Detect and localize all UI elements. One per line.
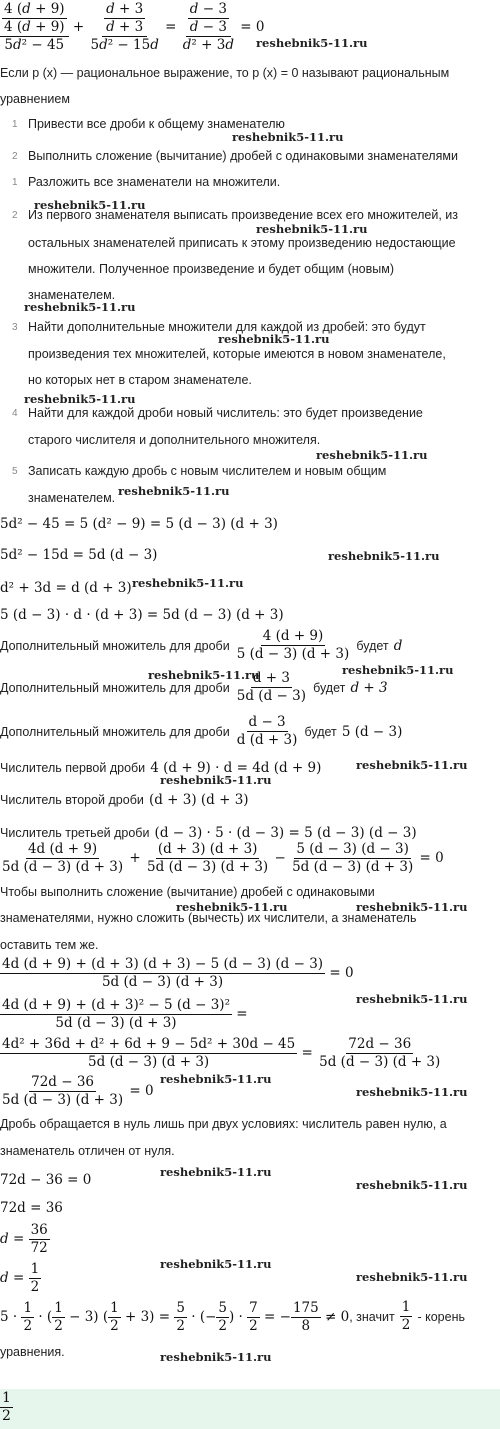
zero-rule-line1: Дробь обращается в нуль лишь при двух условиях: числитель равен нулю, а — [0, 1117, 447, 1131]
rule-line3: оставить тем же. — [0, 938, 99, 952]
step-text: Разложить все знаменатели на множители. — [28, 175, 281, 189]
watermark: reshebnik5-11.ru — [24, 392, 136, 406]
answer-box — [0, 1389, 500, 1429]
watermark: reshebnik5-11.ru — [256, 36, 368, 50]
factor-line: 5d² − 15d = 5d (d − 3) — [0, 547, 158, 563]
watermark: reshebnik5-11.ru — [148, 668, 260, 682]
watermark: reshebnik5-11.ru — [160, 1165, 272, 1179]
step-text: знаменателем. — [28, 491, 116, 505]
watermark: reshebnik5-11.ru — [160, 1350, 272, 1364]
step-text: Найти для каждой дроби новый числитель: это будет произведение — [28, 406, 423, 420]
numerator-line: Числитель третьей дроби (d − 3) · 5 · (d − 3) = 5 (d − 3) (d − 3) — [0, 825, 417, 841]
numerator-line: Числитель первой дроби 4 (d + 9) · d = 4d (d + 9) — [0, 760, 322, 776]
check-line2: уравнения. — [0, 1345, 65, 1359]
watermark: reshebnik5-11.ru — [176, 900, 288, 914]
common-denominator-equation: $\frac{4d (d + 9)}{5d (d - 3) (d + 3)}$ + $\frac{(d + 3) (d + 3)}{5d (d - 3) (d + 3)}$ − $\frac{5 (d - 3) (d - 3)}{5d (d - 3) (d + 3)}$ = 0 — [2, 841, 444, 875]
step-text: множители. Полученное произведение и будет общим (новым) — [28, 262, 395, 276]
step-number: 1 — [12, 119, 18, 130]
step-number: 1 — [12, 177, 18, 188]
watermark: reshebnik5-11.ru — [342, 663, 454, 677]
step-text: Записать каждую дробь с новым числителем и новым общим — [28, 464, 387, 478]
watermark: reshebnik5-11.ru — [356, 1178, 468, 1192]
step-number: 3 — [12, 322, 18, 333]
extra-factor-row: Дополнительный множитель для дроби $\frac{d - 3}{d (d + 3)}$ будет 5 (d − 3) — [0, 714, 403, 748]
fraction: $\frac{\frac{4 (d + 9)}{4 (d + 9)}}{\text{5d² − 45}}$ — [0, 2, 69, 53]
watermark: reshebnik5-11.ru — [356, 1085, 468, 1099]
watermark: reshebnik5-11.ru — [24, 300, 136, 314]
watermark: reshebnik5-11.ru — [356, 992, 468, 1006]
original-equation: $\frac{\frac{4 (d + 9)}{4 (d + 9)}}{\text{5d² − 45}}$ + $\frac{\frac{d + 3}{d + 3}}{\text{5d² − 15d}}$ = $\frac{\frac{d - 3}{d - 3}}{\text{d² + 3d}}$ = 0 — [0, 2, 264, 53]
watermark: reshebnik5-11.ru — [132, 576, 244, 590]
numerator-line: Числитель второй дроби (d + 3) (d + 3) — [0, 792, 249, 808]
factor-line: 5d² − 45 = 5 (d² − 9) = 5 (d − 3) (d + 3) — [0, 516, 278, 532]
watermark: reshebnik5-11.ru — [160, 773, 272, 787]
fraction: $\frac{4 (d + 9)}{5 (d - 3) (d + 3)}$ — [236, 628, 350, 662]
extra-factor-row: Дополнительный множитель для дроби $\frac{4 (d + 9)}{5 (d - 3) (d + 3)}$ будет d — [0, 628, 403, 662]
step-text: произведения тех множителей, которые имеются в новом знаменателе, — [28, 347, 446, 361]
step-text: знаменателем. — [28, 288, 116, 302]
answer-fraction: 1 2 — [2, 1390, 11, 1424]
step-number: 4 — [12, 408, 18, 419]
zero-rule-line2: знаменатель отличен от нуля. — [0, 1144, 175, 1158]
solve-line: 72d − 36 = 0 — [0, 1172, 92, 1188]
definition-line2: уравнением — [0, 92, 70, 106]
combined-step: $\frac{\text{4d² + 36d + d² + 6d + 9 − 5d² + 30d − 45}}{5d (d - 3) (d + 3)}$ = $\frac{72d - 36}{5d (d - 3) (d + 3)}$ — [2, 1036, 441, 1070]
step-number: 2 — [12, 210, 18, 221]
fraction: $\frac{d - 3}{d (d + 3)}$ — [236, 714, 298, 748]
watermark: reshebnik5-11.ru — [34, 198, 146, 212]
rule-line2: знаменателями, нужно сложить (вычесть) их числители, а знаменатель — [0, 911, 417, 925]
step-number: 2 — [12, 151, 18, 162]
solve-line: d = $\frac{1}{2}$ — [0, 1261, 40, 1295]
step-text: Выполнить сложение (вычитание) дробей с одинаковыми знаменателями — [28, 149, 458, 163]
step-text: Найти дополнительные множители для каждой из дробей: это будут — [28, 320, 426, 334]
combined-step: $\frac{\text{4d (d + 9) + (d + 3)² − 5 (d − 3)²}}{5d (d - 3) (d + 3)}$ = — [2, 997, 248, 1031]
watermark: reshebnik5-11.ru — [316, 448, 428, 462]
watermark: reshebnik5-11.ru — [356, 758, 468, 772]
watermark: reshebnik5-11.ru — [160, 1257, 272, 1271]
watermark: reshebnik5-11.ru — [232, 130, 344, 144]
step-number: 5 — [12, 466, 18, 477]
factor-line: d² + 3d = d (d + 3) — [0, 580, 132, 596]
watermark: reshebnik5-11.ru — [160, 1072, 272, 1086]
watermark: reshebnik5-11.ru — [256, 222, 368, 236]
step-text: Из первого знаменателя выписать произведение всех его множителей, из — [28, 208, 458, 222]
watermark: reshebnik5-11.ru — [356, 1270, 468, 1284]
check-line: 5 · $\frac{1}{2}$ · ( $\frac{1}{2}$ − 3) ( $\frac{1}{2}$ + 3) = $\frac{5}{2}$ · (− $\frac{5}{2}$ ) · $\frac{7}{2}$ = − $\frac{175}{8}$ ≠ 0, значит $\frac{1}{2}$ - корень — [0, 1299, 466, 1334]
combined-step: $\frac{4d (d + 9) + (d + 3) (d + 3) - 5 (d - 3) (d - 3)}{5d (d - 3) (d + 3)}$ = 0 — [2, 956, 354, 990]
step-text: остальных знаменателей приписать к этому произведению недостающие — [28, 236, 456, 250]
watermark: reshebnik5-11.ru — [328, 549, 440, 563]
definition-line1: Если p (x) — рациональное выражение, то p (x) = 0 называют рациональным — [0, 66, 450, 80]
step-text: но которых нет в старом знаменателе. — [28, 373, 252, 387]
combined-step: $\frac{72d - 36}{5d (d - 3) (d + 3)}$ = 0 — [2, 1074, 154, 1108]
watermark: reshebnik5-11.ru — [356, 900, 468, 914]
step-text: старого числителя и дополнительного множителя. — [28, 433, 321, 447]
solve-line: 72d = 36 — [0, 1200, 63, 1216]
extra-factor-row: Дополнительный множитель для дроби $\frac{d + 3}{5d (d - 3)}$ будет d + 3 — [0, 670, 388, 704]
fraction: $\frac{d + 3}{5d (d - 3)}$ — [236, 670, 306, 704]
step-text: Привести все дроби к общему знаменателю — [28, 117, 285, 131]
watermark: reshebnik5-11.ru — [218, 332, 330, 346]
solve-line: d = $\frac{36}{72}$ — [0, 1222, 48, 1256]
watermark: reshebnik5-11.ru — [118, 484, 230, 498]
factor-line: 5 (d − 3) · d · (d + 3) = 5d (d − 3) (d + 3) — [0, 607, 284, 623]
rule-line1: Чтобы выполнить сложение (вычитание) дробей с одинаковыми — [0, 885, 375, 899]
